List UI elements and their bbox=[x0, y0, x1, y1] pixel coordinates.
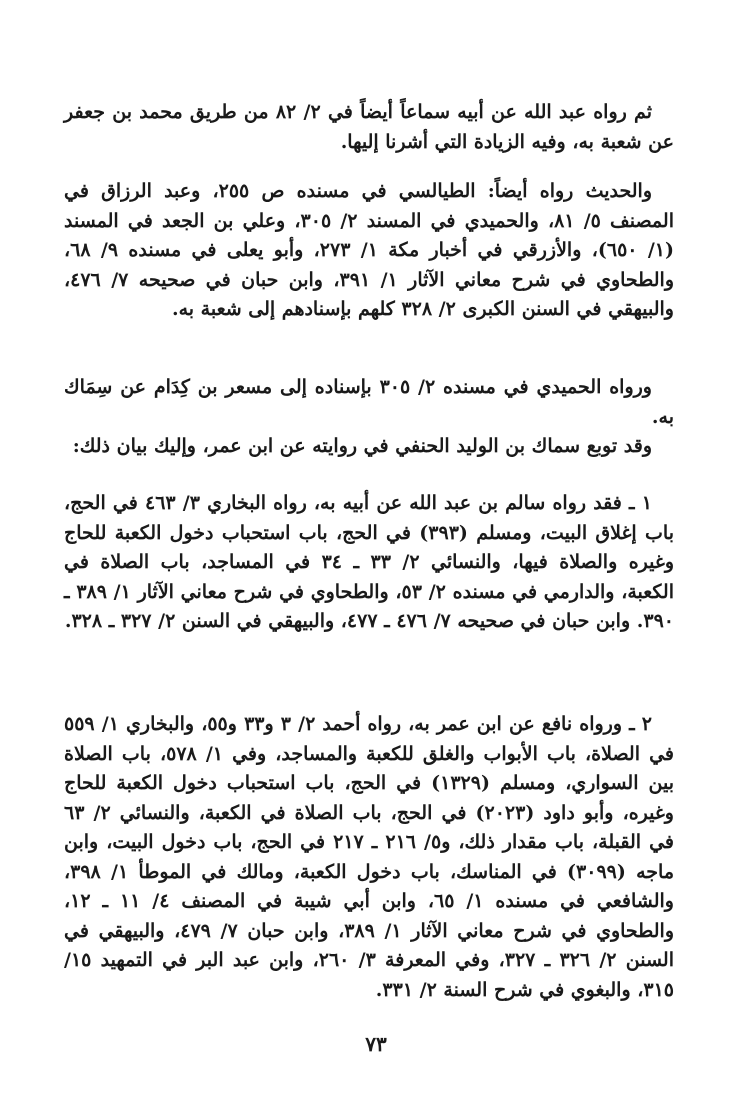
paragraph-5 bbox=[64, 489, 674, 637]
paragraph-1 bbox=[64, 98, 674, 157]
paragraph-4 bbox=[64, 432, 674, 462]
paragraph-5-text: ١ ـ فقد رواه سالم بن عبد الله عن أبيه به، رواه البخاري ٣/ ٤٦٣ في الحج، باب إغلاق البيت، ومسلم (٣٩٣) في الحج، باب استحباب دخول الكعبة للحاج وغيره والصلاة فيها، والنسائي ٢/ ٣٣ ـ ٣٤ في المساجد، باب الصلاة في الكعبة، والدارمي في مسنده ٢/ ٥٣، والطحاوي في شرح معاني الآثار ١/ ٣٨٩ ـ ٣٩٠. وابن حبان في صحيحه ٧/ ٤٧٦ ـ ٤٧٧، والبيهقي في السنن ٢/ ٣٢٧ ـ ٣٢٨. bbox=[64, 492, 674, 632]
page-number: ٧٣ bbox=[365, 1032, 387, 1056]
paragraph-3-text: ورواه الحميدي في مسنده ٢/ ٣٠٥ بإسناده إلى مسعر بن كِدَام عن سِمَاك به. bbox=[64, 376, 674, 428]
paragraph-1-text: ثم رواه عبد الله عن أبيه سماعاً أيضاً في ٢/ ٨٢ من طريق محمد بن جعفر عن شعبة به، وفيه الزيادة التي أشرنا إليها. bbox=[64, 101, 674, 153]
paragraph-6-text: ٢ ـ ورواه نافع عن ابن عمر به، رواه أحمد ٢/ ٣ و٣٣ و٥٥، والبخاري ١/ ٥٥٩ في الصلاة، باب الأبواب والغلق للكعبة والمساجد، وفي ١/ ٥٧٨، باب الصلاة بين السواري، ومسلم (١٣٢٩) في الحج، باب استحباب دخول الكعبة للحاج وغيره، وأبو داود (٢٠٢٣) في الحج، باب الصلاة في الكعبة، والنسائي ٢/ ٦٣ في القبلة، باب مقدار ذلك، و٥/ ٢١٦ ـ ٢١٧ في الحج، باب دخول البيت، وابن ماجه (٣٠٩٩) في المناسك، باب دخول الكعبة، ومالك في الموطأ ١/ ٣٩٨، والشافعي في مسنده ١/ ٦٥، وابن أبي شيبة في المصنف ٤/ ١١ ـ ١٢، والطحاوي في شرح معاني الآثار ١/ ٣٨٩، وابن حبان ٧/ ٤٧٩، والبيهقي في السنن ٢/ ٣٢٦ ـ ٣٢٧، وفي المعرفة ٣/ ٢٦٠، وابن عبد البر في التمهيد ١٥/ ٣١٥، والبغوي في شرح السنة ٢/ ٣٣١. bbox=[64, 713, 675, 1001]
paragraph-3 bbox=[64, 373, 674, 432]
paragraph-6 bbox=[64, 710, 674, 1005]
paragraph-4-text: وقد توبع سماك بن الوليد الحنفي في روايته عن ابن عمر، وإليك بيان ذلك: bbox=[72, 435, 652, 457]
paragraph-2 bbox=[64, 177, 674, 325]
paragraph-2-text: والحديث رواه أيضاً: الطيالسي في مسنده ص ٢٥٥، وعبد الرزاق في المصنف ٥/ ٨١، والحميدي في المسند ٢/ ٣٠٥، وعلي بن الجعد في المسند (١/ ٦٥٠)، والأزرقي في أخبار مكة ١/ ٢٧٣، وأبو يعلى في مسنده ٩/ ٦٨، والطحاوي في شرح معاني الآثار ١/ ٣٩١، وابن حبان في صحيحه ٧/ ٤٧٦، والبيهقي في السنن الكبرى ٢/ ٣٢٨ كلهم بإسنادهم إلى شعبة به. bbox=[64, 180, 675, 320]
